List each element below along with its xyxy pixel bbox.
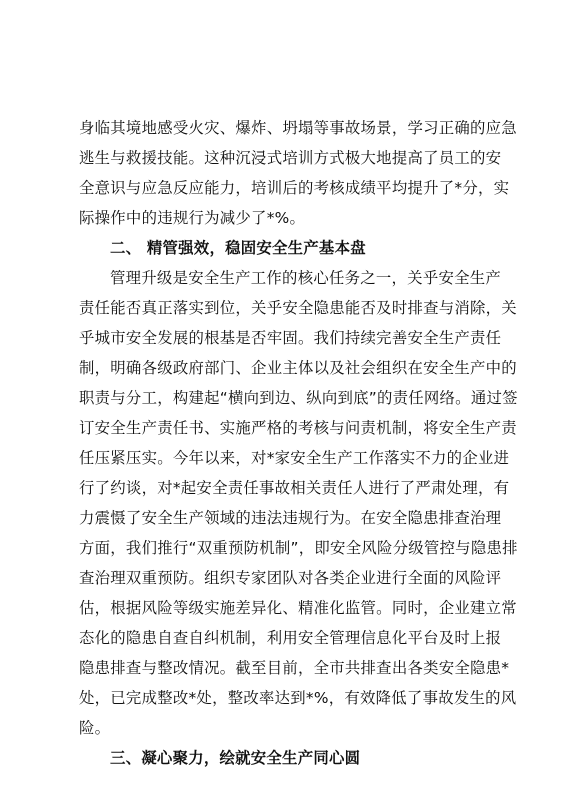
paragraph-line: 逃生与救援技能。这种沉浸式培训方式极大地提高了员工的安 — [79, 149, 502, 167]
paragraph-line: 全意识与应急反应能力，培训后的考核成绩平均提升了*分，实 — [79, 179, 510, 197]
paragraph-line: 身临其境地感受火灾、爆炸、坍塌等事故场景，学习正确的应急 — [79, 119, 517, 137]
paragraph-line: 乎城市安全发展的根基是否牢固。我们持续完善安全生产责任 — [79, 329, 502, 347]
paragraph-line: 方面，我们推行“双重预防机制”，即安全风险分级管控与隐患排 — [79, 539, 518, 557]
paragraph-line: 际操作中的违规行为减少了*%。 — [79, 209, 306, 227]
paragraph-line: 任压紧压实。今年以来，对*家安全生产工作落实不力的企业进 — [79, 449, 510, 467]
paragraph-line: 力震慑了安全生产领域的违法违规行为。在安全隐患排查治理 — [79, 509, 502, 527]
paragraph-line: 估，根据风险等级实施差异化、精准化监管。同时，企业建立常 — [79, 599, 517, 617]
paragraph-line: 管理升级是安全生产工作的核心任务之一，关乎安全生产 — [110, 269, 502, 287]
paragraph-line: 责任能否真正落实到位，关乎安全隐患能否及时排查与消除，关 — [79, 299, 517, 317]
section-heading-2: 二、 精管强效，稳固安全生产基本盘 — [110, 239, 366, 257]
paragraph-line: 态化的隐患自查自纠机制，利用安全管理信息化平台及时上报 — [79, 629, 502, 647]
paragraph-line: 职责与分工，构建起“横向到边、纵向到底”的责任网络。通过签 — [79, 389, 518, 407]
paragraph-line: 查治理双重预防。组织专家团队对各类企业进行全面的风险评 — [79, 569, 502, 587]
paragraph-line: 险。 — [79, 719, 111, 737]
paragraph-line: 处，已完成整改*处，整改率达到*%，有效降低了事故发生的风 — [79, 689, 517, 707]
paragraph-line: 隐患排查与整改情况。截至目前，全市共排查出各类安全隐患* — [79, 659, 510, 677]
paragraph-line: 制，明确各级政府部门、企业主体以及社会组织在安全生产中的 — [79, 359, 517, 377]
paragraph-line: 行了约谈，对*起安全责任事故相关责任人进行了严肃处理，有 — [79, 479, 510, 497]
paragraph-line: 订安全生产责任书、实施严格的考核与问责机制，将安全生产责 — [79, 419, 517, 437]
section-heading-3: 三、凝心聚力，绘就安全生产同心圆 — [110, 749, 361, 767]
